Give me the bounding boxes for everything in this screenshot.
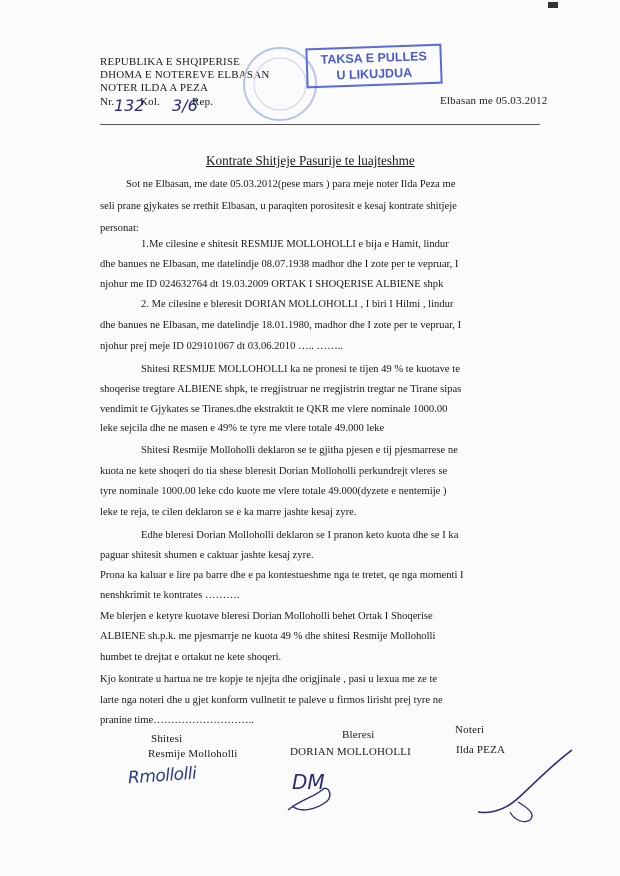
header-chamber: DHOMA E NOTEREVE ELBASAN [100, 69, 270, 81]
body-line: Shitesi Resmije Molloholli deklaron se te gjitha pjesen e tij pjesmarrese ne [141, 445, 458, 456]
body-line: personat: [100, 223, 139, 234]
scan-mark [548, 2, 558, 8]
body-line: 1.Me cilesine e shitesit RESMIJE MOLLOHOLLI e bija e Hamit, lindur [141, 239, 449, 250]
seller-label: Shitesi [151, 733, 183, 745]
document-title: Kontrate Shitjeje Pasurije te luajteshme [206, 153, 415, 168]
body-line: seli prane gjykates se rrethit Elbasan, u paraqiten porositesit e kesaj kontrate shitjeje [100, 201, 457, 212]
header-kol-label: Kol. [140, 96, 161, 108]
body-line: njohur prej meje ID 029101067 dt 03.06.2010 ….. …….. [100, 341, 344, 352]
body-line: leke te reja, te cilen deklaron se e ka marre jashte kesaj zyre. [100, 507, 357, 518]
header-nr-label: Nr. [100, 96, 115, 108]
body-line: dhe banues ne Elbasan, me datelindje 18.01.1980, madhor dhe I zote per te vepruar, I [100, 320, 462, 331]
body-line: larte nga noteri dhe u gjet konform vullnetit te paleve u firmos lirisht prej tyre ne [100, 695, 443, 706]
notary-name: Ilda PEZA [456, 744, 506, 756]
buyer-name: DORIAN MOLLOHOLLI [290, 746, 412, 758]
header-rep-label: Rep. [192, 96, 214, 108]
notary-signature-icon [470, 742, 580, 832]
header-place-date: Elbasan me 05.03.2012 [440, 95, 548, 107]
body-line: paguar shitesit shumen e caktuar jashte kesaj zyre. [100, 550, 314, 561]
body-line: Prona ka kaluar e lire pa barre dhe e pa kontestueshme nga te tretet, qe nga momenti I [100, 570, 464, 581]
body-line: dhe banues ne Elbasan, me datelindje 08.07.1938 madhor dhe I zote per te vepruar, I [100, 259, 459, 270]
header-republic: REPUBLIKA E SHQIPERISE [100, 56, 241, 68]
body-line: leke sejcila dhe ne masen e 49% te tyre me vlere totale 49.000 leke [100, 423, 385, 434]
tax-stamp-line1: TAKSA E PULLES [320, 49, 428, 67]
body-line: kuota ne kete shoqeri do tia shese bleresit Dorian Molloholli perkundrejt vleres se [100, 466, 448, 477]
body-line: Edhe bleresi Dorian Molloholli deklaron se I pranon keto kuota dhe se I ka [141, 530, 459, 541]
notary-label: Noteri [455, 724, 485, 736]
buyer-label: Bleresi [342, 729, 375, 741]
header-divider [100, 124, 540, 125]
seller-signature: Rmollolli [127, 763, 197, 789]
body-line: Sot ne Elbasan, me date 05.03.2012(pese mars ) para meje noter Ilda Peza me [126, 179, 456, 190]
body-line: humbet te drejtat e ortakut ne kete shoqeri. [100, 652, 282, 663]
body-line: tyre nominale 1000.00 leke cdo kuote me vlere totale 49.000(dyzete e nentemije ) [100, 486, 447, 497]
body-line: njohur me ID 024632764 dt 19.03.2009 ORTAK I SHOQERISE ALBIENE shpk [100, 279, 444, 290]
body-line: vendimit te Gjykates se Tiranes.dhe ekstraktit te QKR me vlere nominale 1000.00 [100, 404, 448, 415]
header-nr-value: 132 [114, 96, 145, 115]
header-kol-value: 3/6 [172, 96, 198, 115]
body-line: Me blerjen e ketyre kuotave bleresi Dorian Molloholli behet Ortak I Shoqerise [100, 611, 433, 622]
buyer-signature-flourish-icon [282, 770, 342, 820]
body-line: shoqerise tregtare ALBIENE shpk, te rregjistruar ne rregjistrin tregtar ne Tirane sipas [100, 384, 462, 395]
body-line: nenshkrimit te kontrates ………. [100, 590, 240, 601]
body-line: ALBIENE sh.p.k. me pjesmarrje ne kuota 49 % dhe shitesi Resmije Molloholli [100, 631, 436, 642]
body-line: Kjo kontrate u hartua ne tre kopje te njejta dhe origjinale , pasi u lexua me ze te [100, 674, 438, 685]
buyer-signature: DM [292, 770, 325, 794]
header-notary: NOTER ILDA A PEZA [100, 82, 209, 94]
tax-stamp [305, 44, 442, 89]
body-line: 2. Me cilesine e bleresit DORIAN MOLLOHOLLI , I biri I Hilmi , lindur [141, 299, 454, 310]
tax-stamp-line2: U LIKUJDUA [336, 65, 413, 83]
body-line: pranine time……………………….. [100, 715, 254, 726]
body-line: Shitesi RESMIJE MOLLOHOLLI ka ne pronesi te tijen 49 % te kuotave te [141, 364, 460, 375]
seller-name: Resmije Molloholli [148, 748, 238, 760]
